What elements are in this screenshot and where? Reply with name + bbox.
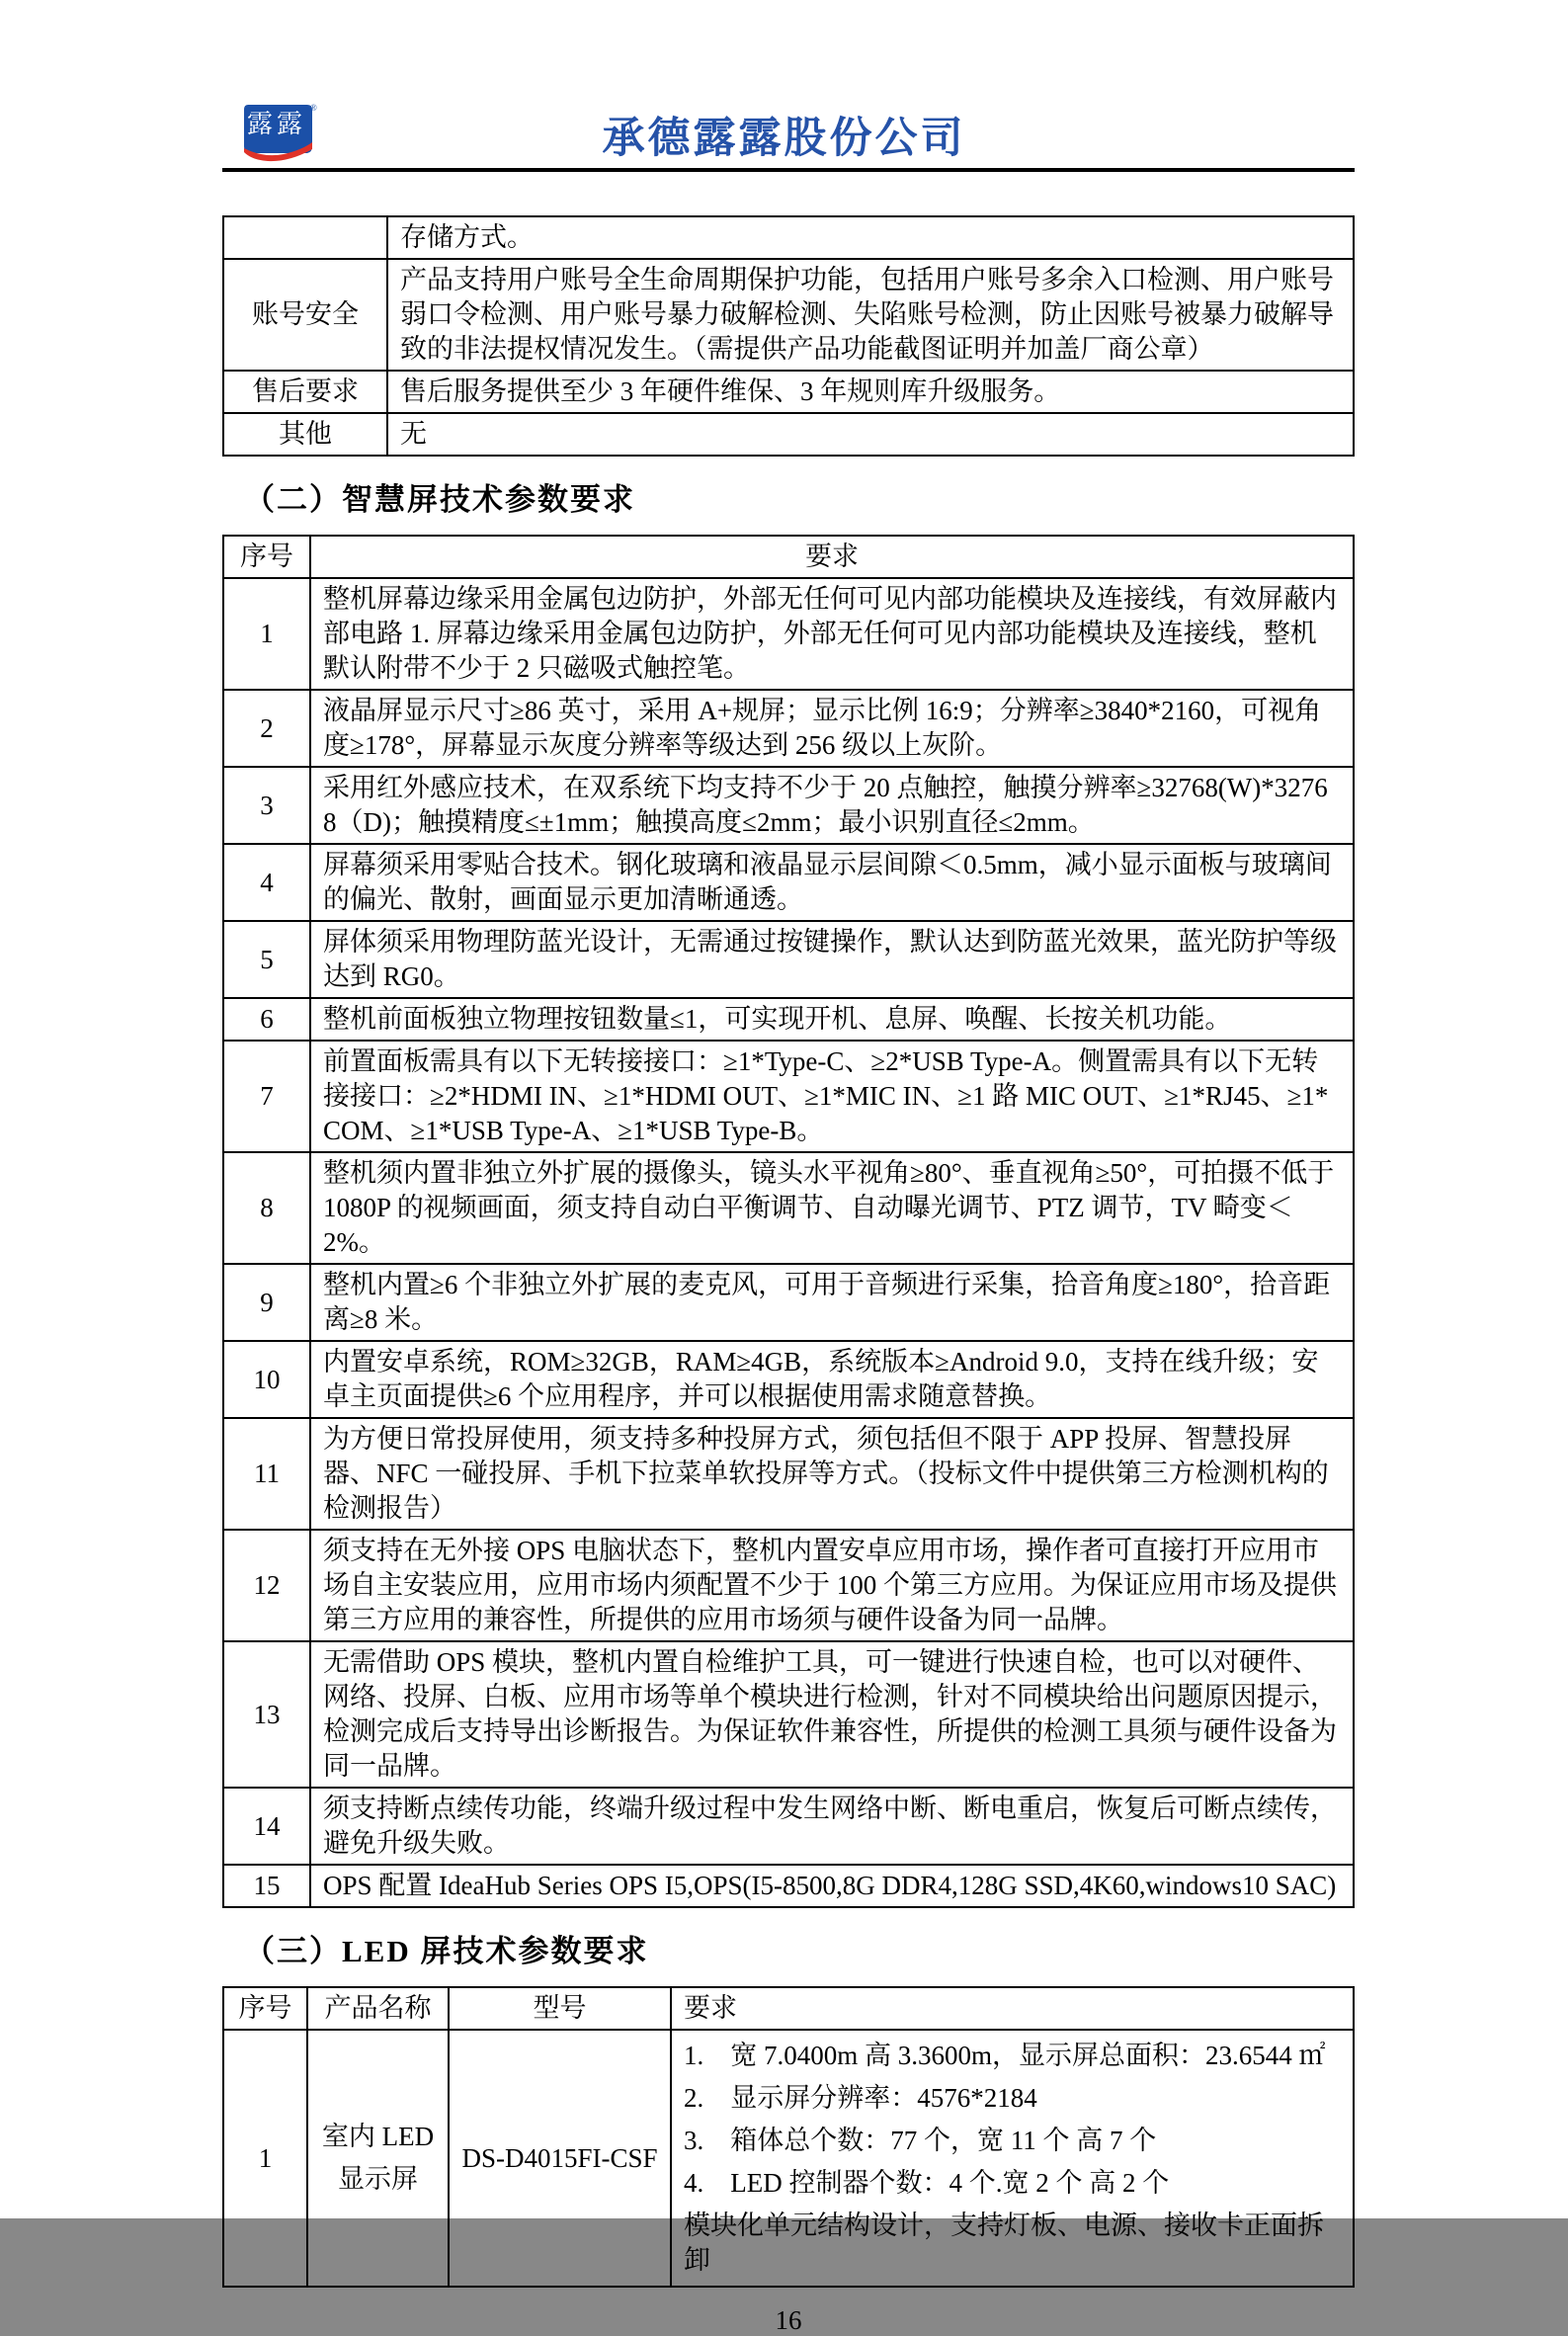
page-number: 16 <box>775 2305 802 2335</box>
column-header-requirement: 要求 <box>310 536 1354 578</box>
table-row <box>223 1641 1354 1788</box>
column-header-no: 序号 <box>223 1987 307 2030</box>
row-number: 5 <box>223 921 310 998</box>
svg-text:露: 露 <box>246 110 274 138</box>
row-number: 2 <box>223 690 310 767</box>
requirement-text: 须支持断点续传功能，终端升级过程中发生网络中断、断电重启，恢复后可断点续传，避免升级失败。 <box>310 1788 1354 1865</box>
row-content: 存储方式。 <box>387 216 1354 259</box>
row-number: 7 <box>223 1041 310 1152</box>
header-divider-line <box>222 168 1355 172</box>
column-header-no: 序号 <box>223 536 310 578</box>
row-number: 14 <box>223 1788 310 1865</box>
table-row <box>223 1418 1354 1530</box>
table-row <box>223 690 1354 767</box>
svg-text:露: 露 <box>276 110 303 138</box>
requirement-text: 屏幕须采用零贴合技术。钢化玻璃和液晶显示层间隙＜0.5mm，减小显示面板与玻璃间的偏光、散射，画面显示更加清晰通透。 <box>310 844 1354 921</box>
row-content: 售后服务提供至少 3 年硬件维保、3 年规则库升级服务。 <box>387 371 1354 413</box>
requirement-text: 液晶屏显示尺寸≥86 英寸，采用 A+规屏；显示比例 16:9；分辨率≥3840*2160，可视角度≥178°，屏幕显示灰度分辨率等级达到 256 级以上灰阶。 <box>310 690 1354 767</box>
table-header-row <box>223 536 1354 578</box>
row-number: 12 <box>223 1530 310 1641</box>
table-header-row <box>223 1987 1354 2030</box>
requirement-text: 整机内置≥6 个非独立外扩展的麦克风，可用于音频进行采集，拾音角度≥180°，拾音距离≥8 米。 <box>310 1264 1354 1341</box>
model-number: DS-D4015FI-CSF <box>449 2030 671 2287</box>
requirement-text <box>671 2030 1354 2287</box>
product-name <box>307 2030 449 2287</box>
company-name: 承德露露股份公司 <box>602 116 966 162</box>
row-number: 8 <box>223 1152 310 1264</box>
table-row <box>223 1865 1354 1907</box>
section-heading-smart-screen: （二）智慧屏技术参数要求 <box>244 482 635 517</box>
row-label: 其他 <box>223 413 387 456</box>
row-number: 15 <box>223 1865 310 1907</box>
section-heading-led-screen: （三）LED 屏技术参数要求 <box>244 1934 649 1968</box>
security-requirements-table <box>222 215 1355 457</box>
row-number: 3 <box>223 767 310 844</box>
table-row <box>223 1788 1354 1865</box>
requirement-line: 模块化单元结构设计，支持灯板、电源、接收卡正面拆卸 <box>684 2211 1324 2275</box>
registered-mark: ® <box>310 103 317 113</box>
requirement-text: 屏体须采用物理防蓝光设计，无需通过按键操作，默认达到防蓝光效果，蓝光防护等级达到 RG0。 <box>310 921 1354 998</box>
requirement-line: 4. LED 控制器个数：4 个.宽 2 个 高 2 个 <box>684 2168 1170 2198</box>
requirement-text: 为方便日常投屏使用，须支持多种投屏方式，须包括但不限于 APP 投屏、智慧投屏器、NFC 一碰投屏、手机下拉菜单软投屏等方式。（投标文件中提供第三方检测机构的检测报告） <box>310 1418 1354 1530</box>
table-row <box>223 413 1354 456</box>
table-row <box>223 1041 1354 1152</box>
row-label <box>223 216 387 259</box>
document-content <box>222 215 1355 2336</box>
table-row <box>223 767 1354 844</box>
table-row <box>223 921 1354 998</box>
column-header-requirement: 要求 <box>671 1987 1354 2030</box>
row-number: 6 <box>223 998 310 1041</box>
requirement-text: OPS 配置 IdeaHub Series OPS I5,OPS(I5-8500,8G DDR4,128G SSD,4K60,windows10 SAC) <box>310 1865 1354 1907</box>
row-label: 账号安全 <box>223 259 387 371</box>
requirement-text: 整机须内置非独立外扩展的摄像头，镜头水平视角≥80°、垂直视角≥50°，可拍摄不低于 1080P 的视频画面，须支持自动白平衡调节、自动曝光调节、PTZ 调节，TV 畸变＜2%。 <box>310 1152 1354 1264</box>
requirement-text: 内置安卓系统，ROM≥32GB，RAM≥4GB，系统版本≥Android 9.0，支持在线升级；安卓主页面提供≥6 个应用程序，并可以根据使用需求随意替换。 <box>310 1341 1354 1418</box>
row-number: 1 <box>223 578 310 690</box>
table-row <box>223 2030 1354 2287</box>
table-row <box>223 1152 1354 1264</box>
product-name-line2: 显示屏 <box>338 2164 418 2194</box>
table-row <box>223 1530 1354 1641</box>
row-content: 产品支持用户账号全生命周期保护功能，包括用户账号多余入口检测、用户账号弱口令检测、用户账号暴力破解检测、失陷账号检测，防止因账号被暴力破解导致的非法提权情况发生。（需提供产品功能截图证明并加盖厂商公章） <box>387 259 1354 371</box>
table-row <box>223 578 1354 690</box>
table-row <box>223 1264 1354 1341</box>
row-content: 无 <box>387 413 1354 456</box>
requirement-line: 2. 显示屏分辨率：4576*2184 <box>684 2083 1037 2113</box>
requirement-line: 3. 箱体总个数：77 个，宽 11 个 高 7 个 <box>684 2126 1157 2155</box>
product-name-line1: 室内 LED <box>321 2122 435 2151</box>
requirement-text: 须支持在无外接 OPS 电脑状态下，整机内置安卓应用市场，操作者可直接打开应用市场自主安装应用，应用市场内须配置不少于 100 个第三方应用。为保证应用市场及提供第三方应用的兼容性，所提供的应用市场须与硬件设备为同一品牌。 <box>310 1530 1354 1641</box>
column-header-product: 产品名称 <box>307 1987 449 2030</box>
led-screen-spec-table <box>222 1986 1355 2288</box>
table-row <box>223 371 1354 413</box>
row-number: 13 <box>223 1641 310 1788</box>
table-row <box>223 1341 1354 1418</box>
requirement-text: 采用红外感应技术，在双系统下均支持不少于 20 点触控，触摸分辨率≥32768(W)*32768（D)；触摸精度≤±1mm；触摸高度≤2mm；最小识别直径≤2mm。 <box>310 767 1354 844</box>
table-row <box>223 998 1354 1041</box>
requirement-text: 前置面板需具有以下无转接接口：≥1*Type-C、≥2*USB Type-A。侧置需具有以下无转接接口：≥2*HDMI IN、≥1*HDMI OUT、≥1*MIC IN、≥1 路 MIC OUT、≥1*RJ45、≥1*COM、≥1*USB Type-A、≥1*USB Type-B。 <box>310 1041 1354 1152</box>
requirement-text: 整机屏幕边缘采用金属包边防护，外部无任何可见内部功能模块及连接线，有效屏蔽内部电路 1. 屏幕边缘采用金属包边防护，外部无任何可见内部功能模块及连接线，整机默认附带不少于 2 只磁吸式触控笔。 <box>310 578 1354 690</box>
row-number: 9 <box>223 1264 310 1341</box>
row-number: 10 <box>223 1341 310 1418</box>
page-header <box>0 0 1568 174</box>
row-label: 售后要求 <box>223 371 387 413</box>
table-row <box>223 216 1354 259</box>
column-header-model: 型号 <box>449 1987 671 2030</box>
row-number: 11 <box>223 1418 310 1530</box>
requirement-line: 1. 宽 7.0400m 高 3.3600m，显示屏总面积：23.6544 ㎡ <box>684 2041 1326 2070</box>
row-number: 1 <box>223 2030 307 2287</box>
requirement-text: 整机前面板独立物理按钮数量≤1，可实现开机、息屏、唤醒、长按关机功能。 <box>310 998 1354 1041</box>
row-number: 4 <box>223 844 310 921</box>
requirement-text: 无需借助 OPS 模块，整机内置自检维护工具，可一键进行快速自检，也可以对硬件、网络、投屏、白板、应用市场等单个模块进行检测，针对不同模块给出问题原因提示，检测完成后支持导出诊断报告。为保证软件兼容性，所提供的检测工具须与硬件设备为同一品牌。 <box>310 1641 1354 1788</box>
table-row <box>223 259 1354 371</box>
smart-screen-spec-table <box>222 535 1355 1908</box>
table-row <box>223 844 1354 921</box>
